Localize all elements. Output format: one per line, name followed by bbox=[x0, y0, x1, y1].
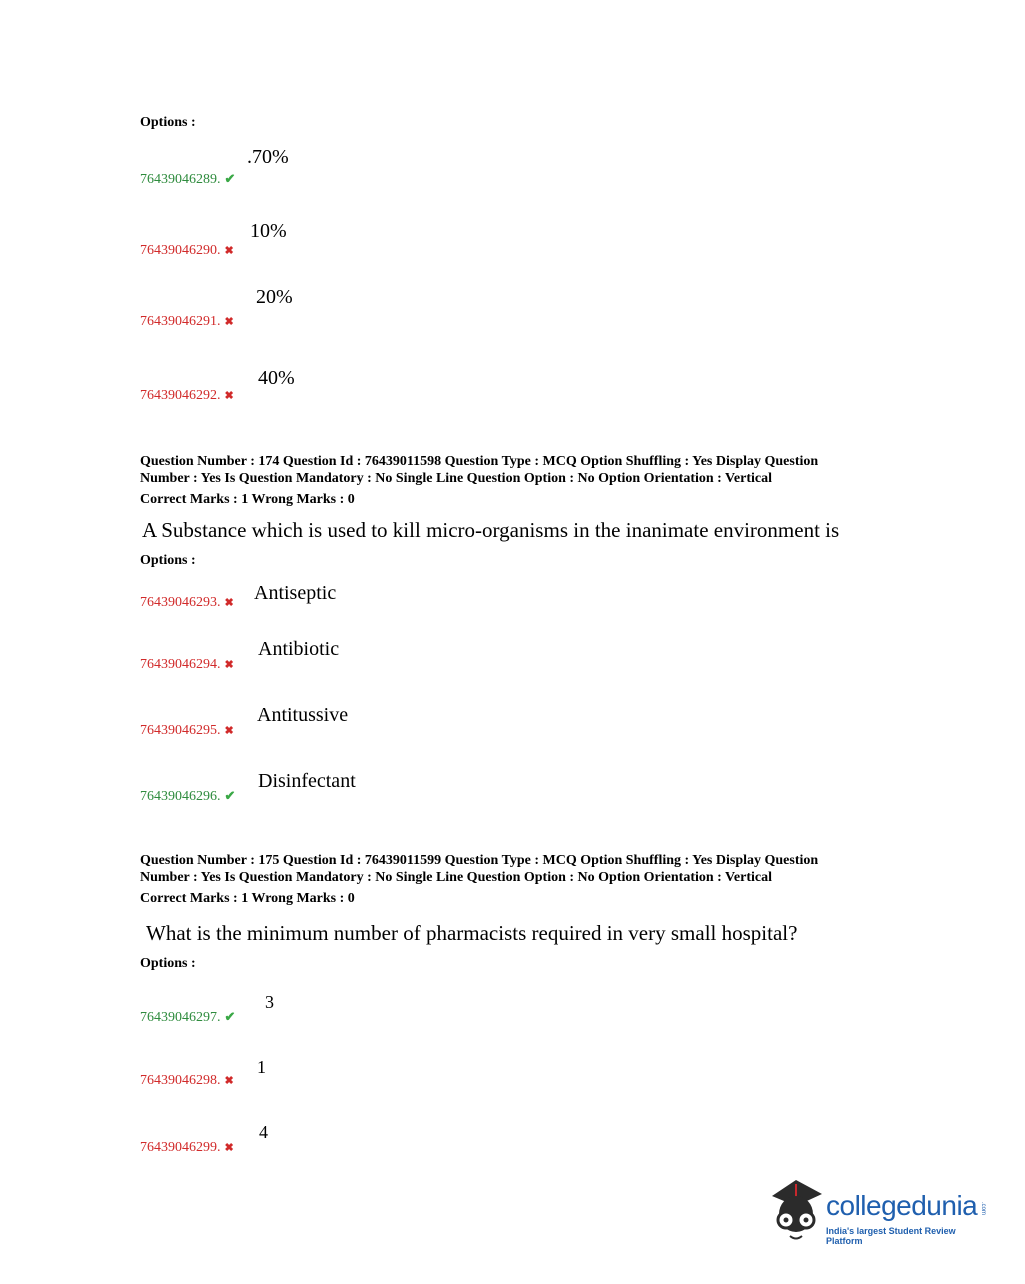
check-icon: ✔ bbox=[224, 171, 236, 186]
option-id: 76439046298. ✖ bbox=[140, 1073, 234, 1088]
logo-suffix: .com bbox=[980, 1202, 986, 1216]
option-id: 76439046291. ✖ bbox=[140, 314, 234, 329]
question-174-meta: Question Number : 174 Question Id : 76439011598 Question Type : MCQ Option Shuffling : Yes Display Question Number : Yes Is Question Mandatory : No Single Line Question Option : No Option Orientation : Vertical Correct Marks : 1 Wrong Marks : 0 bbox=[140, 454, 819, 507]
option-text: 10% bbox=[250, 220, 287, 242]
options-label: Options : bbox=[140, 553, 196, 568]
option-id: 76439046294. ✖ bbox=[140, 657, 234, 672]
cross-icon: ✖ bbox=[224, 725, 234, 737]
question-175-text: What is the minimum number of pharmacists required in very small hospital? bbox=[146, 921, 798, 945]
option-id: 76439046289. ✔ bbox=[140, 171, 236, 187]
option-text: Antitussive bbox=[257, 704, 349, 726]
cross-icon: ✖ bbox=[224, 316, 234, 328]
option-id: 76439046296. ✔ bbox=[140, 788, 236, 804]
option-id: 76439046297. ✔ bbox=[140, 1009, 236, 1025]
option-text: 4 bbox=[259, 1122, 268, 1142]
question-174-text: A Substance which is used to kill micro-organisms in the inanimate environment is bbox=[142, 518, 840, 542]
cross-icon: ✖ bbox=[224, 1075, 234, 1087]
collegedunia-logo[interactable] bbox=[768, 1176, 993, 1246]
logo-name: collegedunia bbox=[826, 1190, 978, 1221]
options-label: Options : bbox=[140, 115, 196, 130]
question-175-meta: Question Number : 175 Question Id : 76439011599 Question Type : MCQ Option Shuffling : Yes Display Question Number : Yes Is Question Mandatory : No Single Line Question Option : No Option Orientation : Vertical Correct Marks : 1 Wrong Marks : 0 bbox=[140, 853, 819, 906]
option-text: .70% bbox=[247, 146, 289, 168]
cross-icon: ✖ bbox=[224, 597, 234, 609]
option-text: 3 bbox=[265, 992, 274, 1012]
logo-tagline: India's largest Student Review Platform bbox=[826, 1226, 956, 1246]
check-icon: ✔ bbox=[224, 788, 236, 803]
mascot-icon bbox=[768, 1176, 826, 1246]
option-id: 76439046293. ✖ bbox=[140, 595, 234, 610]
option-text: 20% bbox=[256, 286, 293, 308]
options-label: Options : bbox=[140, 956, 196, 971]
cross-icon: ✖ bbox=[224, 1142, 234, 1154]
check-icon: ✔ bbox=[224, 1009, 236, 1024]
option-text: Antibiotic bbox=[258, 638, 340, 660]
option-id: 76439046299. ✖ bbox=[140, 1140, 234, 1155]
option-id: 76439046292. ✖ bbox=[140, 388, 234, 403]
cross-icon: ✖ bbox=[224, 245, 234, 257]
option-text: 40% bbox=[258, 367, 295, 389]
option-text: Antiseptic bbox=[254, 582, 337, 604]
option-id: 76439046290. ✖ bbox=[140, 243, 234, 258]
cross-icon: ✖ bbox=[224, 390, 234, 402]
cross-icon: ✖ bbox=[224, 659, 234, 671]
option-text: Disinfectant bbox=[258, 770, 356, 792]
option-id: 76439046295. ✖ bbox=[140, 723, 234, 738]
option-text: 1 bbox=[257, 1057, 266, 1077]
